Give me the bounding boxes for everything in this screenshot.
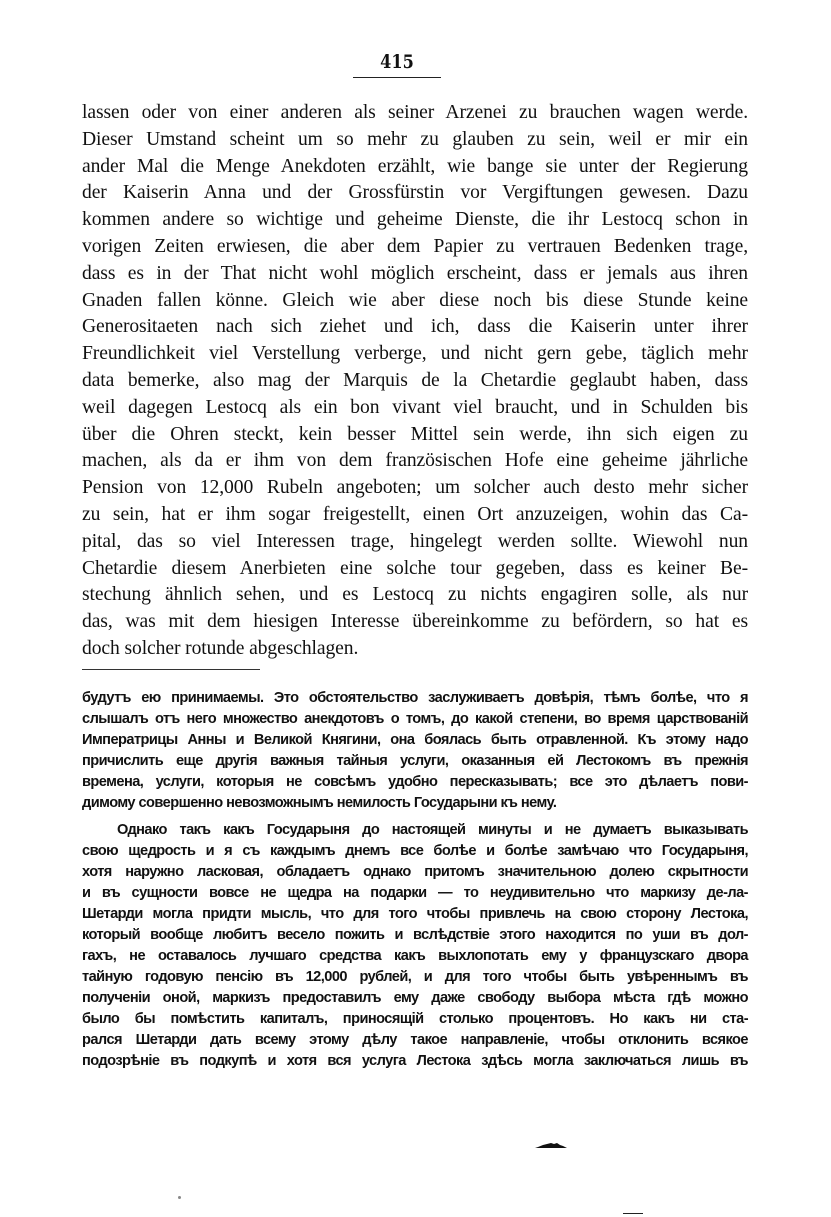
text-line: zu sein, hat er ihm sogar freigestellt, einen Ort anzuzeigen, wohin das Ca-: [82, 503, 748, 525]
footnote-paragraph-1: [82, 688, 748, 814]
footnote-line: Однако такъ какъ Государыня до настоящей минуты и не думаетъ выказывать: [117, 822, 748, 838]
text-line: das, was mit dem hiesigen Interesse übereinkomme zu befördern, so hat es: [82, 611, 748, 633]
text-line: Chetardie diesem Anerbieten eine solche tour gegeben, dass es keiner Be-: [82, 557, 748, 579]
footnote-line: гахъ, не оставалось лучшаго средства какъ выхлопотать ему у французскаго двора: [82, 948, 748, 964]
footnote-line: димому совершенно невозможнымъ немилость Государыни къ нему.: [82, 795, 557, 811]
printers-ornament-icon: [535, 1143, 567, 1149]
text-line: weil dagegen Lestocq als ein bon vivant viel braucht, und in Schulden bis: [82, 396, 748, 418]
main-text-paragraph: [82, 100, 748, 663]
text-line: Gnaden fallen könne. Gleich wie aber diese noch bis diese Stunde keine: [82, 289, 748, 311]
footnote-line: рался Шетарди дать всему этому дѣлу такое направленіе, чтобы отклонить всякое: [82, 1032, 748, 1048]
text-line: lassen oder von einer anderen als seiner Arzenei zu brauchen wagen werde.: [82, 102, 748, 123]
footnote-line: и въ сущности вовсе не щедра на подарки — то неудивительно что маркизу де-ла-: [82, 885, 748, 901]
footnote-line: слышалъ отъ него множество анекдотовъ о томъ, до какой степени, во время царствованій: [82, 711, 748, 727]
footnote-line: Императрицы Анны и Великой Княгини, она боялась быть отравленной. Къ этому надо: [82, 732, 748, 748]
text-line: vorigen Zeiten erwiesen, die aber dem Papier zu vertrauen Bedenken trage,: [82, 235, 748, 257]
footnote-line: причислить еще другія важныя тайныя услуги, оказанныя ей Лестокомъ въ прежнія: [82, 753, 748, 769]
footnote-line: времена, услуги, которыя не совсѣмъ удобно пересказывать; все это дѣлаетъ пови-: [82, 774, 748, 790]
text-line: über die Ohren steckt, kein besser Mittel sein werde, ihn sich eigen zu: [82, 423, 748, 445]
footnote-line: свою щедрость и я съ каждымъ днемъ все болѣе и болѣе замѣчаю что Государыня,: [82, 843, 748, 859]
text-line: pital, das so viel Interessen trage, hingelegt werden sollte. Wiewohl nun: [82, 530, 748, 552]
signature-mark: [623, 1213, 643, 1214]
footnote-separator-rule: [82, 669, 260, 670]
footnote-line: Шетарди могла придти мысль, что для того чтобы привлечь на свою сторону Лестока,: [82, 906, 748, 922]
footnote-line: было бы помѣстить капиталъ, приносящій столько процентовъ. Но какъ ни ста-: [82, 1011, 748, 1027]
footnote-line: хотя наружно ласковая, обладаетъ однако притомъ значительною долею скрытности: [82, 864, 748, 880]
text-line: Dieser Umstand scheint um so mehr zu glauben zu sein, weil er mir ein: [82, 128, 748, 150]
footnote-paragraph-2: [82, 820, 748, 1072]
text-line: der Kaiserin Anna und der Grossfürstin vor Vergiftungen gewesen. Dazu: [82, 182, 748, 204]
text-line: data bemerke, also mag der Marquis de la Chetardie geglaubt haben, dass: [82, 369, 748, 391]
text-line: Pension von 12,000 Rubeln angeboten; um solcher auch desto mehr sicher: [82, 477, 748, 499]
text-line: ander Mal die Menge Anekdoten erzählt, wie bange sie unter der Regierung: [82, 155, 748, 177]
text-line: machen, als da er ihm von dem französischen Hofe eine geheime jährliche: [82, 450, 748, 472]
footnote-line: подозрѣніе въ подкупѣ и хотя вся услуга Лестока здѣсь могла заключаться лишь въ: [82, 1053, 748, 1069]
scan-speck: [178, 1196, 181, 1199]
footnote-line: полученіи оной, маркизъ предоставилъ ему даже свободу выбора мѣста гдѣ можно: [82, 990, 748, 1006]
text-line: stechung ähnlich sehen, und es Lestocq zu nichts engagiren solle, als nur: [82, 584, 748, 606]
footnote-line: тайную годовую пенсію въ 12,000 рублей, и для того чтобы быть увѣреннымъ въ: [82, 969, 748, 985]
text-line: doch solcher rotunde abgeschlagen.: [82, 637, 359, 659]
footnote-line: будутъ ею принимаемы. Это обстоятельство заслуживаетъ довѣрія, тѣмъ болѣе, что я: [82, 690, 748, 706]
text-line: kommen andere so wichtige und geheime Dienste, die ihr Lestocq schon in: [82, 209, 748, 231]
header-rule: [353, 77, 441, 78]
footnote-line: который вообще любитъ весело пожить и вслѣдствіе этого находится по уши въ дол-: [82, 927, 748, 943]
text-line: Freundlichkeit viel Verstellung verberge, und nicht gern gebe, täglich mehr: [82, 343, 748, 365]
page-header: [353, 52, 441, 78]
text-line: dass es in der That nicht wohl möglich erscheint, dass er jemals aus ihren: [82, 262, 748, 284]
page-number: 415: [380, 51, 414, 73]
text-line: Generositaeten nach sich ziehet und ich, dass die Kaiserin unter ihrer: [82, 316, 748, 338]
footnote-translation: [82, 688, 748, 1072]
